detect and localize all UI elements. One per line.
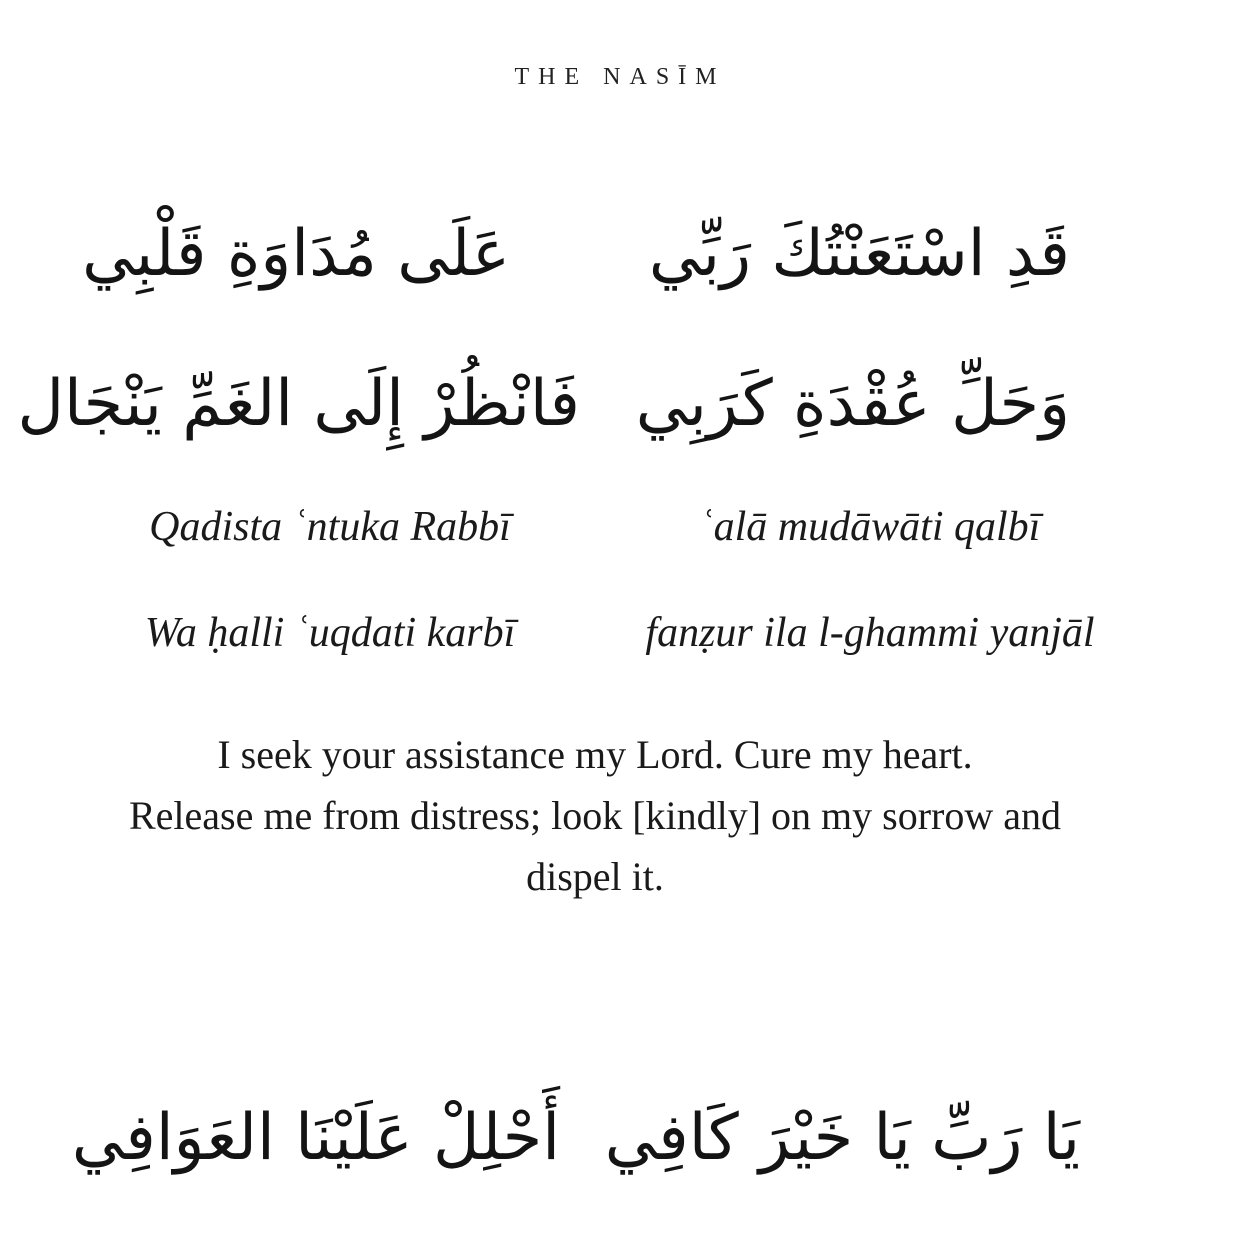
arabic-verse-right-2: وَحَلِّ عُقْدَةِ كَرَبِي bbox=[635, 367, 1070, 441]
page-title: THE NASĪM bbox=[514, 64, 726, 90]
transliteration-line2-left: Wa ḥalli ʿuqdati karbī bbox=[144, 610, 516, 656]
translation-line: dispel it. bbox=[526, 854, 664, 899]
translation-line: I seek your assistance my Lord. Cure my heart. bbox=[217, 732, 973, 777]
arabic-verse-left-3: أَحْلِلْ عَلَيْنَا العَوَافِي bbox=[71, 1101, 560, 1175]
transliteration-line2-right: fanẓur ila l-ghammi yanjāl bbox=[645, 610, 1095, 656]
english-translation bbox=[60, 724, 1130, 907]
transliteration-line1-right: ʿalā mudāwāti qalbī bbox=[699, 504, 1041, 550]
arabic-verse-right-1: قَدِ اسْتَعَنْتُكَ رَبِّي bbox=[648, 217, 1070, 291]
arabic-verse-right-3: يَا رَبِّ يَا خَيْرَ كَافِي bbox=[604, 1101, 1080, 1175]
translation-line: Release me from distress; look [kindly] on my sorrow and bbox=[128, 793, 1062, 838]
transliteration-line1-left: Qadista ʿntuka Rabbī bbox=[149, 504, 511, 550]
arabic-verse-left-2: فَانْظُرْ إِلَى الغَمِّ يَنْجَال bbox=[17, 367, 580, 441]
arabic-verse-left-1: عَلَى مُدَاوَةِ قَلْبِي bbox=[82, 217, 510, 291]
